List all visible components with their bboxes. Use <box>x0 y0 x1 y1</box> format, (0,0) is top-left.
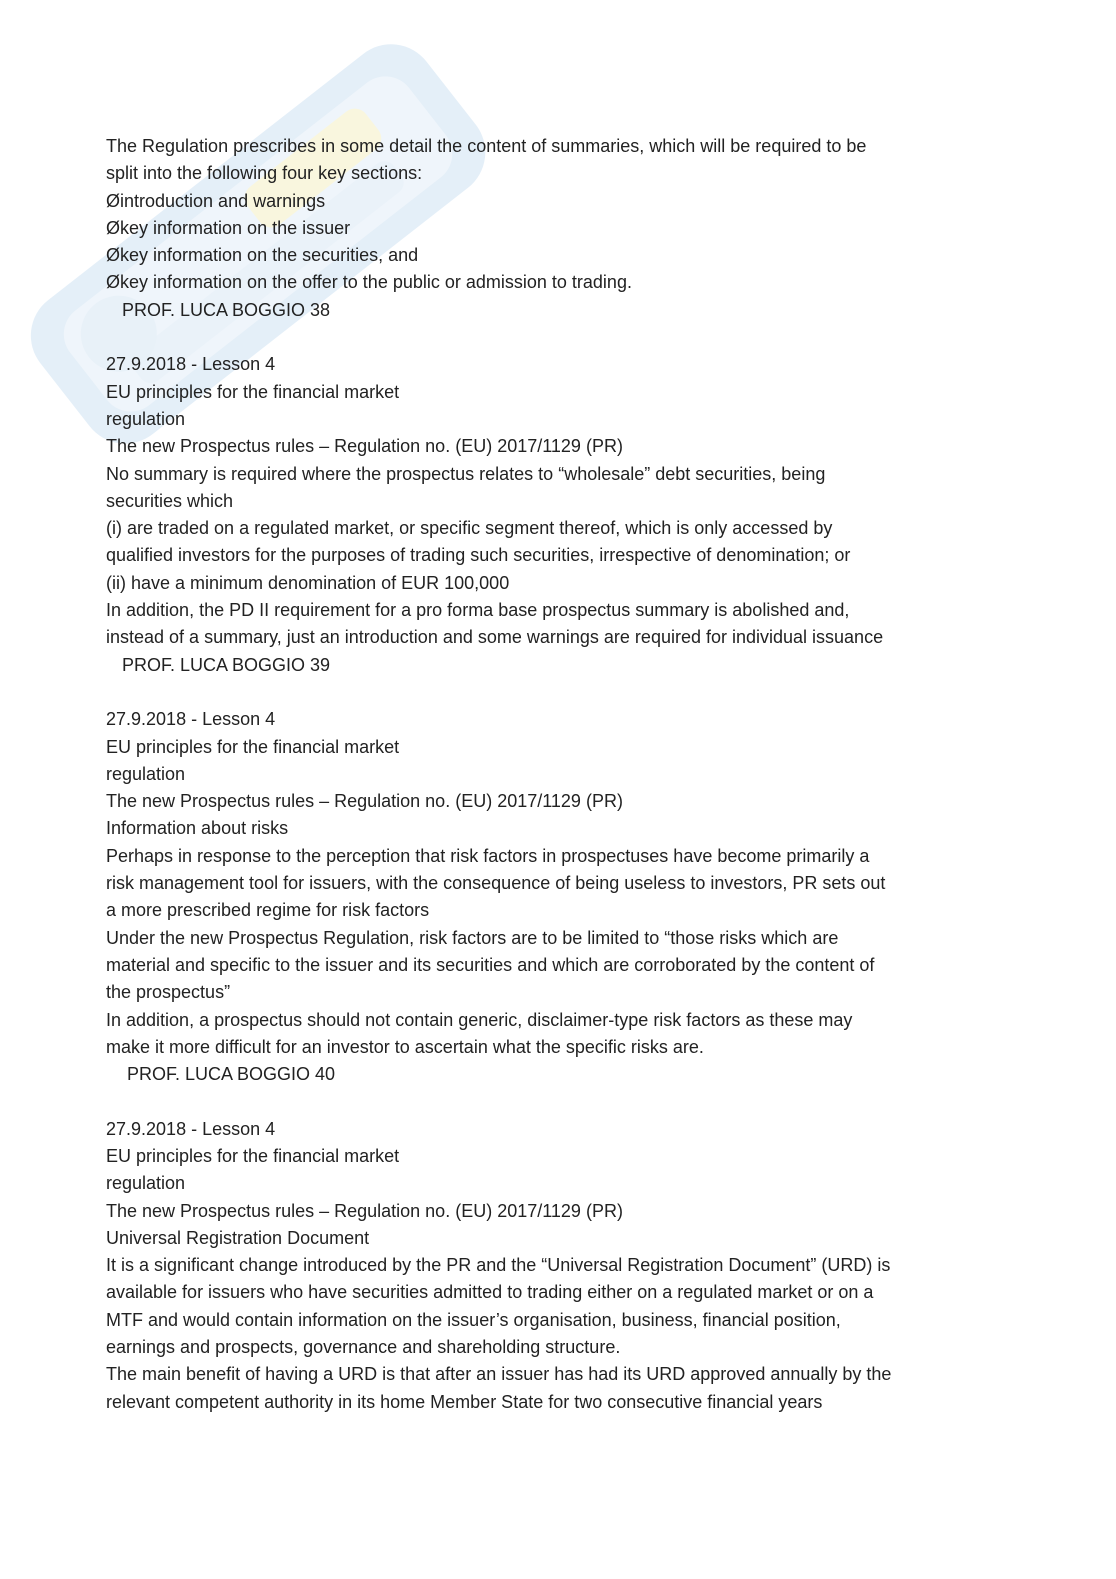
text-line: split into the following four key sections: <box>106 163 423 184</box>
section-heading: The new Prospectus rules – Regulation no. (EU) 2017/1129 (PR) <box>106 436 623 457</box>
subsection-heading: Universal Registration Document <box>106 1227 370 1248</box>
blank-line <box>106 324 1066 351</box>
course-title: EU principles for the financial market <box>106 1145 400 1166</box>
blank-line <box>106 1088 1066 1115</box>
page-footer: PROF. LUCA BOGGIO 40 <box>127 1064 336 1085</box>
text-line: The Regulation prescribes in some detail the content of summaries, which will be required to be <box>106 136 867 156</box>
text-line: The main benefit of having a URD is that after an issuer has had its URD approved annually by the <box>106 1364 892 1385</box>
page-footer: PROF. LUCA BOGGIO 39 <box>122 654 331 675</box>
lesson-date: 27.9.2018 - Lesson 4 <box>106 1118 276 1139</box>
text-line: risk management tool for issuers, with the consequence of being useless to investors, PR sets out <box>106 873 886 894</box>
text-line: Under the new Prospectus Regulation, risk factors are to be limited to “those risks which are <box>106 927 839 948</box>
text-line: securities which <box>106 490 234 511</box>
text-line: In addition, the PD II requirement for a pro forma base prospectus summary is abolished and, <box>106 600 850 621</box>
section-heading: The new Prospectus rules – Regulation no. (EU) 2017/1129 (PR) <box>106 791 623 812</box>
course-title: regulation <box>106 1173 186 1194</box>
text-line: qualified investors for the purposes of trading such securities, irrespective of denomination; or <box>106 545 851 566</box>
text-line: earnings and prospects, governance and shareholding structure. <box>106 1337 621 1358</box>
text-line: In addition, a prospectus should not contain generic, disclaimer-type risk factors as these may <box>106 1009 853 1030</box>
course-title: regulation <box>106 408 186 429</box>
lesson-date: 27.9.2018 - Lesson 4 <box>106 709 276 730</box>
course-title: regulation <box>106 763 186 784</box>
bullet-item: Økey information on the offer to the public or admission to trading. <box>106 272 632 293</box>
course-title: EU principles for the financial market <box>106 736 400 757</box>
bullet-item: Øintroduction and warnings <box>106 190 326 211</box>
page-footer: PROF. LUCA BOGGIO 38 <box>122 299 331 320</box>
text-line: relevant competent authority in its home Member State for two consecutive financial years <box>106 1391 823 1412</box>
text-line: available for issuers who have securities admitted to trading either on a regulated market or on a <box>106 1282 874 1303</box>
text-line: the prospectus” <box>106 982 231 1003</box>
text-line: (ii) have a minimum denomination of EUR 100,000 <box>106 572 510 593</box>
bullet-item: Økey information on the securities, and <box>106 245 419 266</box>
text-line: a more prescribed regime for risk factors <box>106 900 430 921</box>
text-line: Perhaps in response to the perception that risk factors in prospectuses have become primarily a <box>106 845 870 866</box>
text-line: MTF and would contain information on the issuer’s organisation, business, financial position, <box>106 1309 841 1330</box>
section-heading: The new Prospectus rules – Regulation no. (EU) 2017/1129 (PR) <box>106 1200 623 1221</box>
subsection-heading: Information about risks <box>106 818 289 839</box>
bullet-item: Økey information on the issuer <box>106 217 351 238</box>
course-title: EU principles for the financial market <box>106 381 400 402</box>
text-line: make it more difficult for an investor to ascertain what the specific risks are. <box>106 1036 704 1057</box>
document-text <box>106 133 1066 1416</box>
text-line: material and specific to the issuer and its securities and which are corroborated by the content of <box>106 954 875 975</box>
text-line: No summary is required where the prospectus relates to “wholesale” debt securities, being <box>106 463 826 484</box>
text-line: It is a significant change introduced by the PR and the “Universal Registration Document” (URD) is <box>106 1255 891 1276</box>
blank-line <box>106 679 1066 706</box>
text-line: instead of a summary, just an introduction and some warnings are required for individual issuance <box>106 627 884 648</box>
text-line: (i) are traded on a regulated market, or specific segment thereof, which is only accessed by <box>106 518 833 539</box>
lesson-date: 27.9.2018 - Lesson 4 <box>106 354 276 375</box>
